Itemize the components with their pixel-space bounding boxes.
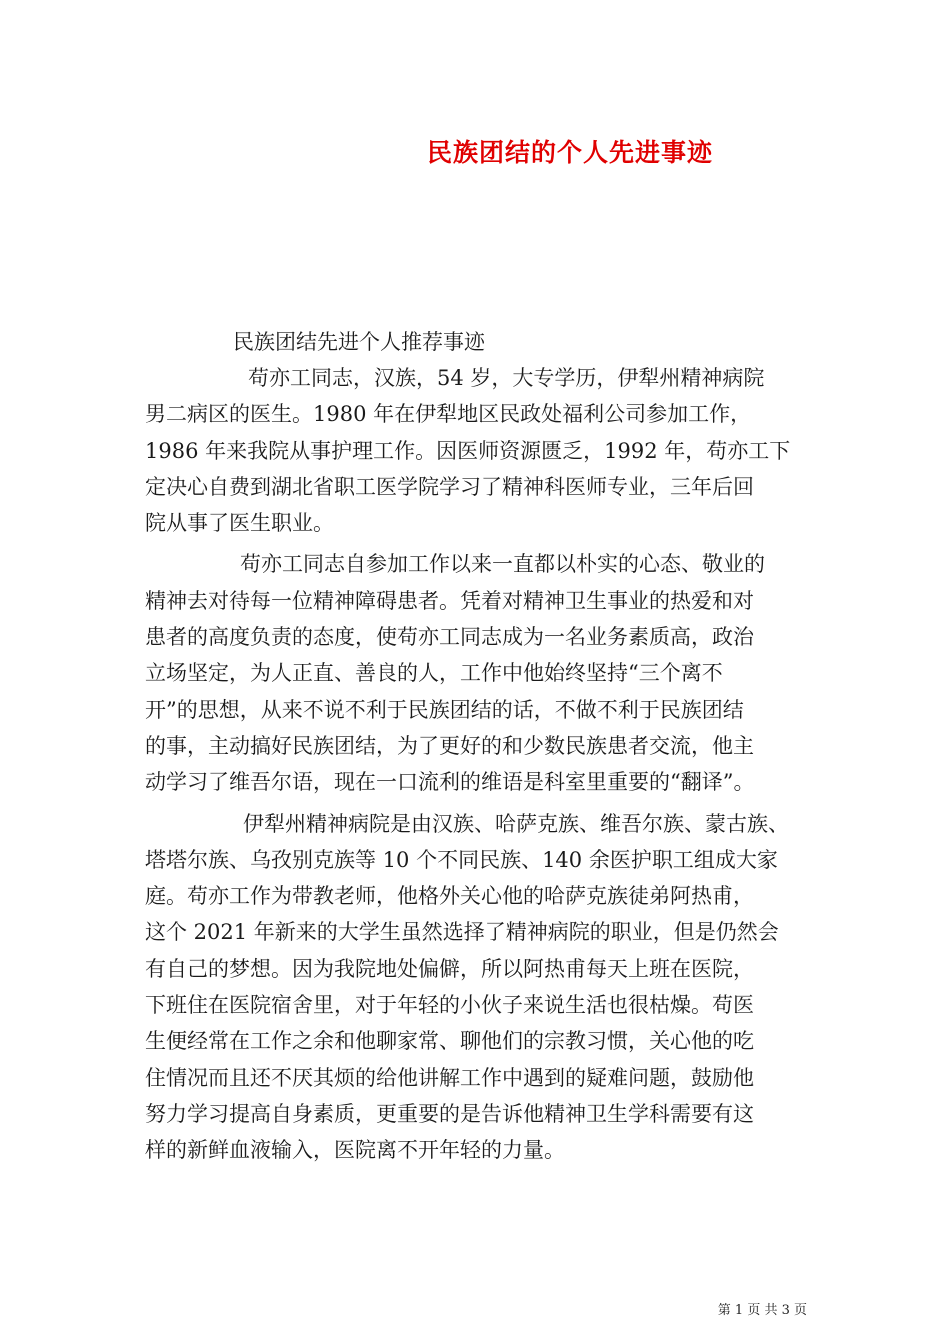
paragraph-1-line: 1986 年来我院从事护理工作。因医师资源匮乏，1992 年，苟亦工下	[145, 438, 791, 463]
paragraph-3-line: 伊犁州精神病院是由汉族、哈萨克族、维吾尔族、蒙古族、	[243, 811, 789, 836]
paragraph-2-line: 的事，主动搞好民族团结，为了更好的和少数民族患者交流，他主	[145, 733, 754, 758]
document-body	[145, 360, 807, 1169]
paragraph-3-line: 塔塔尔族、乌孜别克族等 10 个不同民族、140 余医护职工组成大家	[145, 847, 778, 872]
paragraph-1-line: 男二病区的医生。1980 年在伊犁地区民政处福利公司参加工作，	[145, 402, 752, 427]
paragraph-3-line: 生便经常在工作之余和他聊家常、聊他们的宗教习惯，关心他的吃	[145, 1029, 754, 1054]
page-number: 第 1 页 共 3 页	[717, 1303, 807, 1318]
paragraph-2-line: 开”的思想，从来不说不利于民族团结的话，不做不利于民族团结	[145, 697, 744, 722]
paragraph-2-line: 动学习了维吾尔语，现在一口流利的维语是科室里重要的“翻译”。	[145, 770, 755, 795]
paragraph-3-line: 这个 2021 年新来的大学生虽然选择了精神病院的职业，但是仍然会	[145, 920, 779, 945]
paragraph-3-line: 努力学习提高自身素质，更重要的是告诉他精神卫生学科需要有这	[145, 1101, 754, 1126]
paragraph-2-line: 苟亦工同志自参加工作以来一直都以朴实的心态、敬业的	[240, 552, 765, 577]
paragraph-1-line: 院从事了医生职业。	[145, 511, 334, 536]
paragraph-1-line: 定决心自费到湖北省职工医学院学习了精神科医师专业，三年后回	[145, 474, 754, 499]
paragraph-3-line: 住情况而且还不厌其烦的给他讲解工作中遇到的疑难问题，鼓励他	[145, 1065, 754, 1090]
document-title-text: 民族团结的个人先进事迹	[426, 138, 713, 167]
paragraph-3-line: 有自己的梦想。因为我院地处偏僻，所以阿热甫每天上班在医院，	[145, 956, 754, 981]
subtitle: 民族团结先进个人推荐事迹	[233, 330, 485, 354]
paragraph-2-line: 立场坚定，为人正直、善良的人，工作中他始终坚持“三个离不	[145, 661, 723, 686]
paragraph-1-line: 苟亦工同志，汉族，54 岁，大专学历，伊犁州精神病院	[248, 366, 765, 390]
paragraph-2-line: 患者的高度负责的态度，使苟亦工同志成为一名业务素质高，政治	[145, 625, 754, 650]
paragraph-2-line: 精神去对待每一位精神障碍患者。凭着对精神卫生事业的热爱和对	[145, 588, 754, 613]
paragraph-3-line: 样的新鲜血液输入，医院离不开年轻的力量。	[145, 1138, 565, 1163]
paragraph-3-line: 下班住在医院宿舍里，对于年轻的小伙子来说生活也很枯燥。苟医	[145, 993, 754, 1018]
document-title	[0, 133, 950, 169]
paragraph-3-line: 庭。苟亦工作为带教老师，他格外关心他的哈萨克族徒弟阿热甫，	[145, 884, 754, 909]
